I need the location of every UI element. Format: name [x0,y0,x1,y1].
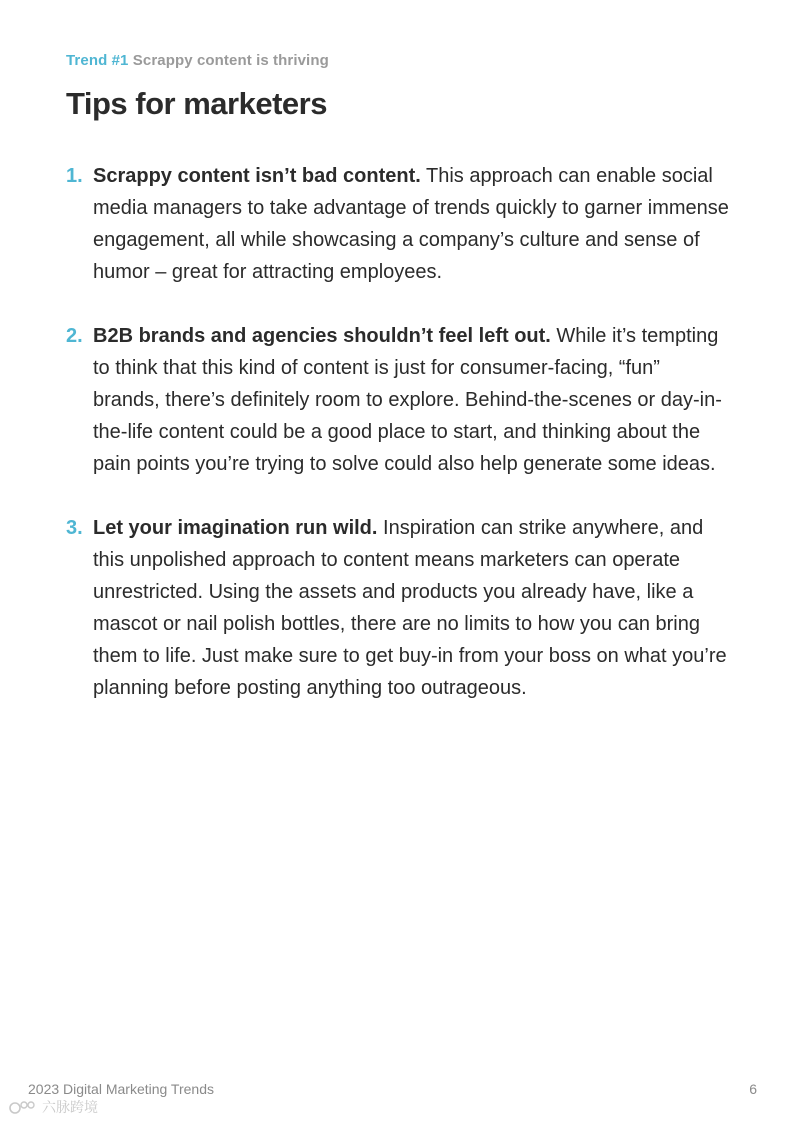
page-number: 6 [749,1081,757,1097]
tip-body [93,512,731,704]
trend-label: Trend #1 [66,52,129,69]
tip-text: While it’s tempting to think that this kind of content is just for consumer-facing, “fun” brands, there’s definitely room to explore. Behind-the-scenes or day-in-the-life content could be a good place to start, and thinking about the pain points you’re trying to solve could also help generate some ideas. [93,325,722,475]
tip-heading: B2B brands and agencies shouldn’t feel left out. [93,325,551,347]
tip-item-3 [66,512,731,704]
tip-heading: Scrappy content isn’t bad content. [93,165,421,187]
watermark [8,1097,98,1117]
trend-title: Scrappy content is thriving [132,52,329,69]
trend-eyebrow [66,52,329,69]
tip-body [93,320,731,480]
tip-item-1 [66,160,731,288]
tip-text: This approach can enable social media managers to take advantage of trends quickly to garner immense engagement, all while showcasing a company’s culture and sense of humor – great for attracting employees. [93,165,729,283]
page-title: Tips for marketers [66,86,327,121]
tip-body [93,160,731,288]
footer-doc-title: 2023 Digital Marketing Trends [28,1081,214,1097]
watermark-text: 六脉跨境 [42,1099,98,1115]
watermark-logo-icon [8,1099,38,1115]
tip-item-2 [66,320,731,480]
tip-number: 1. [66,165,83,187]
tip-heading: Let your imagination run wild. [93,517,378,539]
tip-number: 2. [66,325,83,347]
tip-text: Inspiration can strike anywhere, and this unpolished approach to content means marketers can operate unrestricted. Using the assets and products you already have, like a mascot or nail polish bottles, there are no limits to how you can bring them to life. Just make sure to get buy-in from your boss on what you’re planning before posting anything too outrageous. [93,517,727,699]
tips-list [66,160,731,736]
tip-number: 3. [66,517,83,539]
